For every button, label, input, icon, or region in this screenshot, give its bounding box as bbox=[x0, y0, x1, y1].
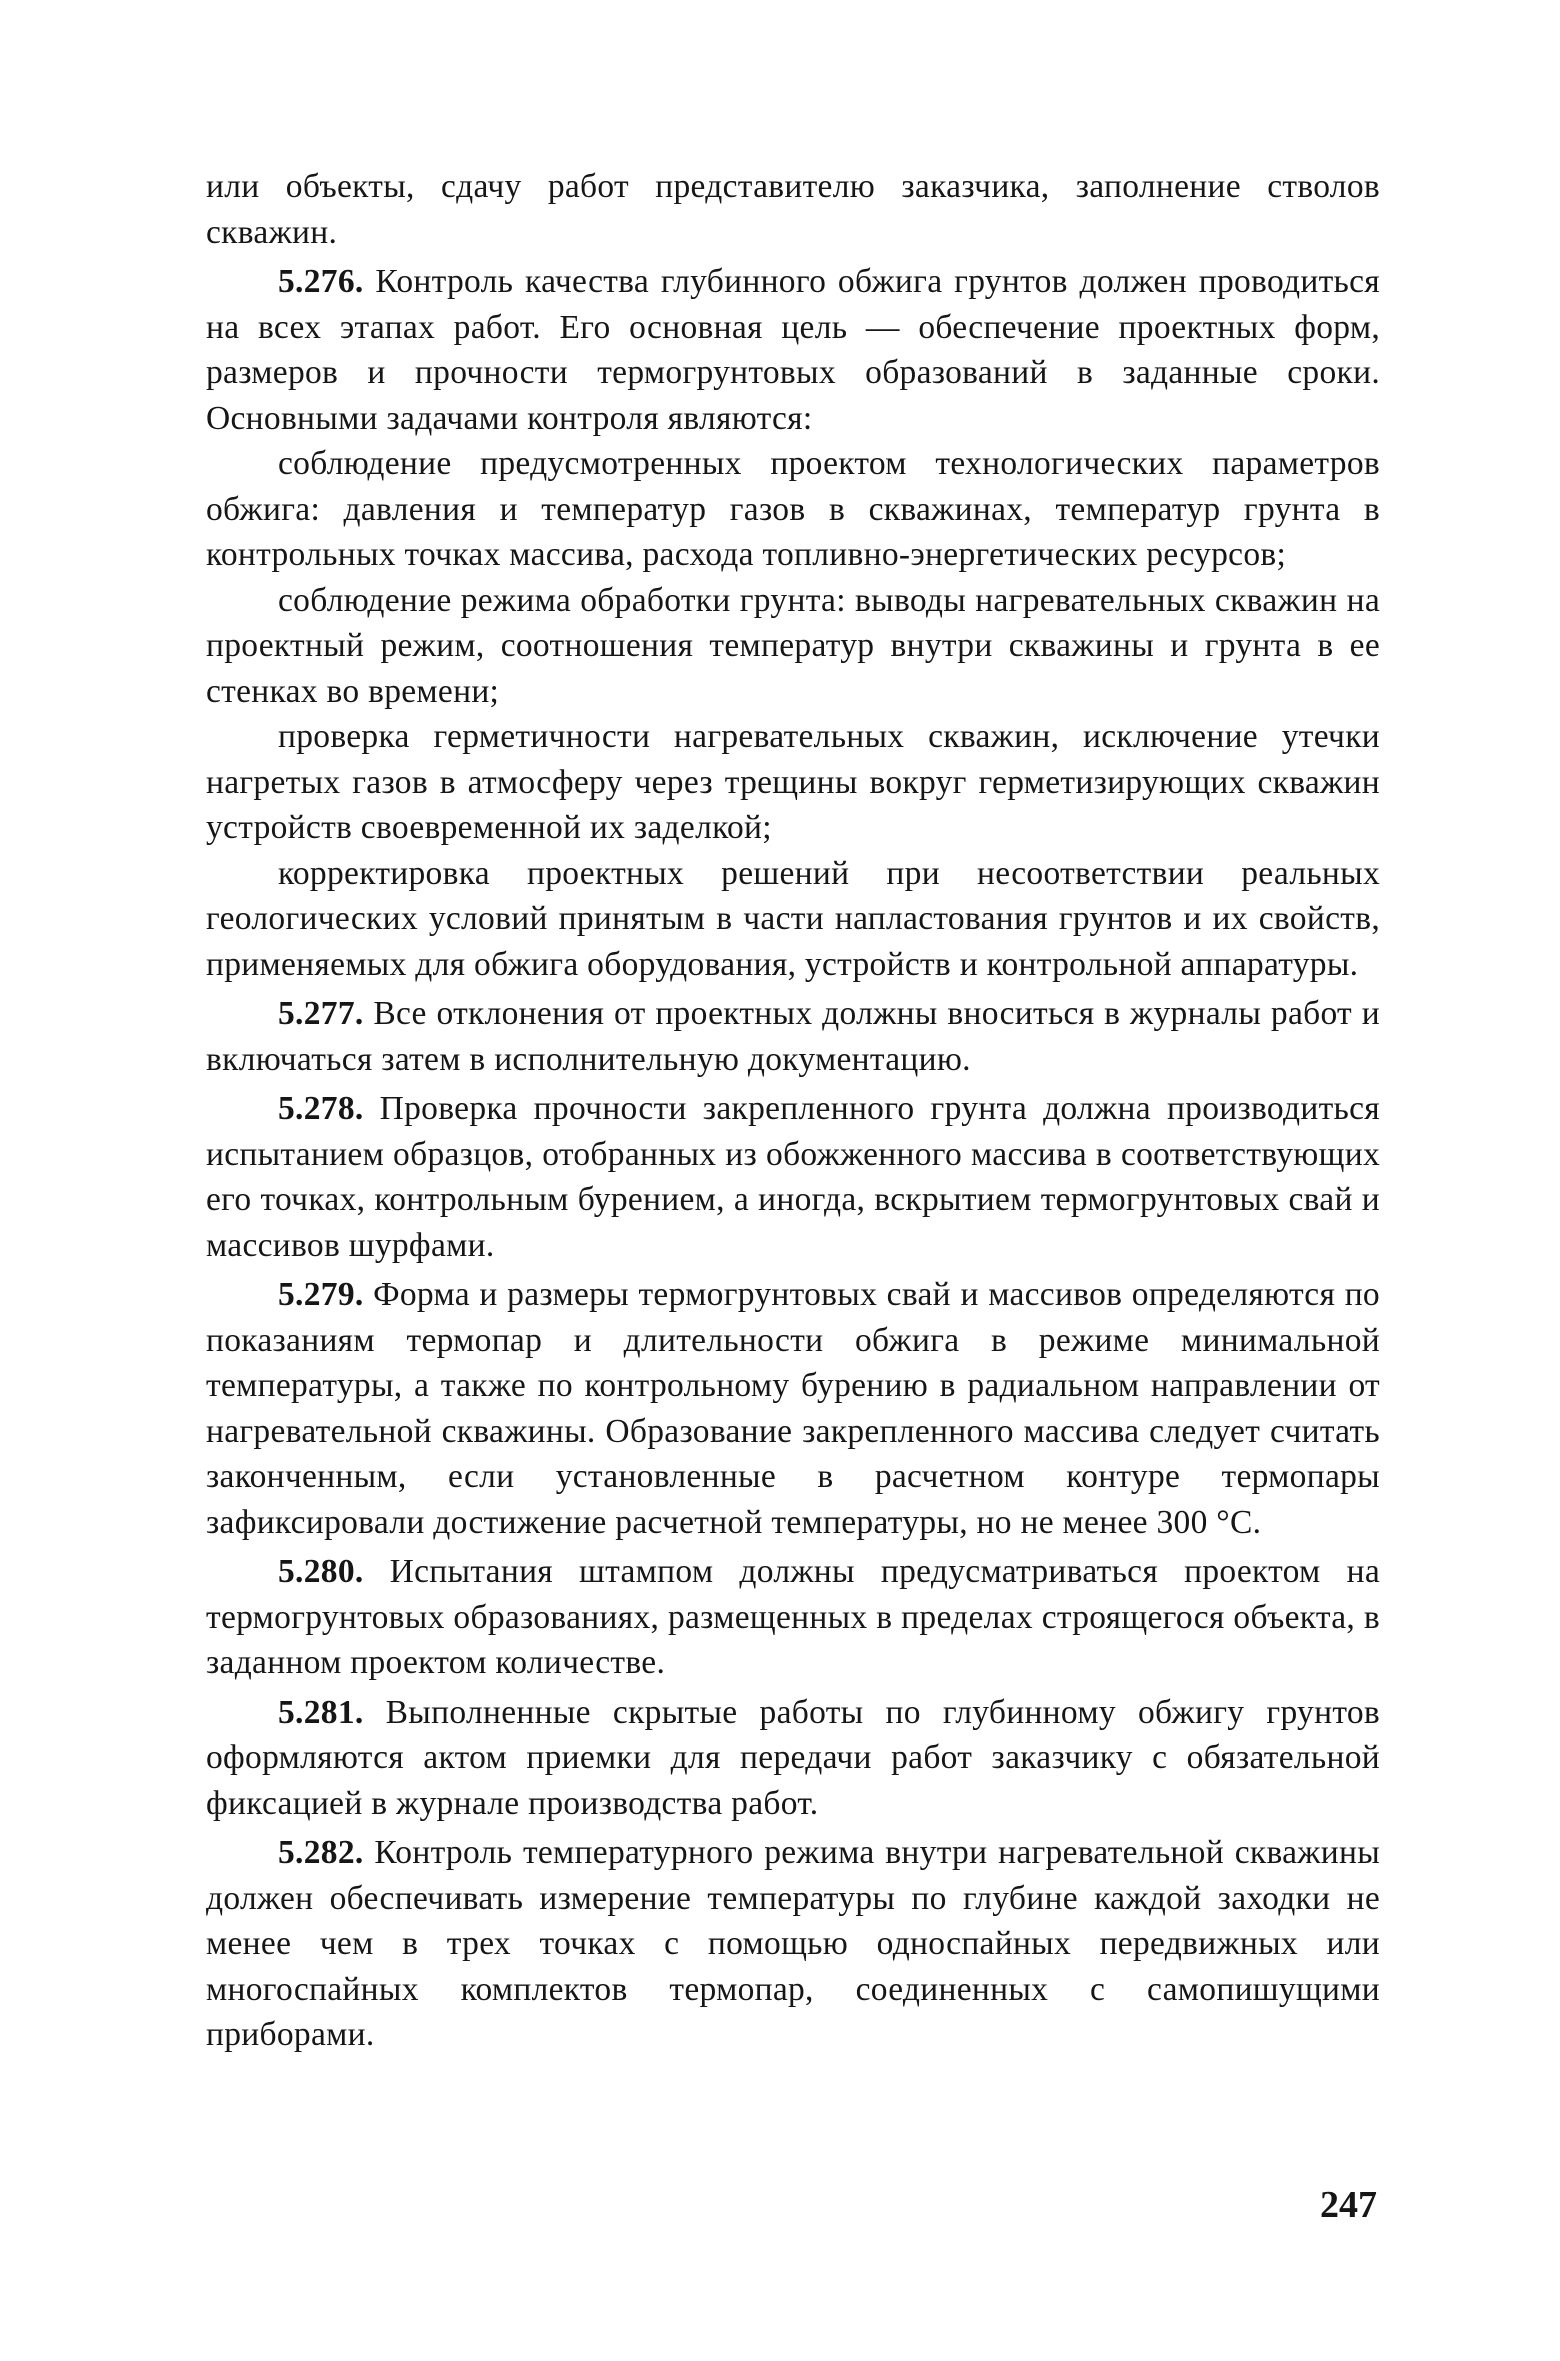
section-number: 5.280. bbox=[278, 1553, 364, 1590]
section-number: 5.282. bbox=[278, 1834, 364, 1871]
section-number: 5.278. bbox=[278, 1090, 364, 1127]
paragraph-text: Форма и размеры термогрунтовых свай и массивов определяются по показаниям термопар и длительности обжига в режиме минимальной температуры, а также по контрольному бурению в радиальном направлении от нагревательной скважины. Образование закрепленного массива следует считать законченным, если установленные в расчетном контуре термопары зафиксировали достижение расчетной температуры, но не менее 300 °С. bbox=[206, 1276, 1380, 1541]
list-item-text: корректировка проектных решений при несоответствии реальных геологических условий принятым в части напластования грунтов и их свойств, применяемых для обжига оборудования, устройств и контрольной аппаратуры. bbox=[206, 854, 1380, 983]
paragraph-5-278 bbox=[206, 1086, 1380, 1268]
list-item-text: соблюдение предусмотренных проектом технологических параметров обжига: давления и температур газов в скважинах, температур грунта в контрольных точках массива, расхода топливно-энергетических ресурсов; bbox=[206, 445, 1380, 573]
paragraph-5-277 bbox=[206, 991, 1380, 1082]
section-number: 5.276. bbox=[278, 263, 364, 300]
paragraph-text: Выполненные скрытые работы по глубинному обжигу грунтов оформляются актом приемки для передачи работ заказчику с обязательной фиксацией в журнале производства работ. bbox=[206, 1693, 1380, 1822]
list-item-parameters bbox=[206, 441, 1380, 578]
list-item-text: проверка герметичности нагревательных скважин, исключение утечки нагретых газов в атмосферу через трещины вокруг герметизирующих скважин устройств своевременной их заделкой; bbox=[206, 718, 1380, 846]
paragraph-text: Контроль температурного режима внутри нагревательной скважины должен обеспечивать измерение температуры по глубине каждой заходки не менее чем в трех точках с помощью односпайных передвижных или многоспайных комплектов термопар, соединенных с самопишущими приборами. bbox=[206, 1834, 1380, 2053]
paragraph-5-279 bbox=[206, 1272, 1380, 1545]
paragraph-5-280 bbox=[206, 1549, 1380, 1686]
paragraph-text: Контроль качества глубинного обжига грунтов должен проводиться на всех этапах работ. Его основная цель — обеспечение проектных форм, размеров и прочности термогрунтовых образований в заданные сроки. Основными задачами контроля являются: bbox=[206, 263, 1380, 437]
paragraph-5-282 bbox=[206, 1830, 1380, 2058]
section-number: 5.279. bbox=[278, 1276, 364, 1313]
section-number: 5.281. bbox=[278, 1693, 364, 1731]
list-item-soil-mode bbox=[206, 578, 1380, 715]
paragraph-5-281 bbox=[206, 1690, 1380, 1827]
page-body bbox=[206, 164, 1380, 2058]
list-item-hermeticity bbox=[206, 714, 1380, 851]
paragraph-text: Все отклонения от проектных должны вноситься в журналы работ и включаться затем в исполнительную документацию. bbox=[206, 995, 1380, 1078]
page-number: 247 bbox=[1320, 2184, 1377, 2226]
paragraph-5-276 bbox=[206, 259, 1380, 441]
list-item-correction bbox=[206, 851, 1380, 988]
list-item-text: соблюдение режима обработки грунта: выводы нагревательных скважин на проектный режим, соотношения температур внутри скважины и грунта в ее стенках во времени; bbox=[206, 581, 1380, 710]
paragraph-text: Испытания штампом должны предусматриваться проектом на термогрунтовых образованиях, размещенных в пределах строящегося объекта, в заданном проектом количестве. bbox=[206, 1553, 1380, 1681]
paragraph-text: или объекты, сдачу работ представителю заказчика, заполнение стволов скважин. bbox=[206, 168, 1380, 251]
paragraph-continuation bbox=[206, 164, 1380, 255]
paragraph-text: Проверка прочности закрепленного грунта должна производиться испытанием образцов, отобранных из обожженного массива в соответствующих его точках, контрольным бурением, а иногда, вскрытием термогрунтовых свай и массивов шурфами. bbox=[206, 1090, 1380, 1264]
section-number: 5.277. bbox=[278, 995, 364, 1032]
